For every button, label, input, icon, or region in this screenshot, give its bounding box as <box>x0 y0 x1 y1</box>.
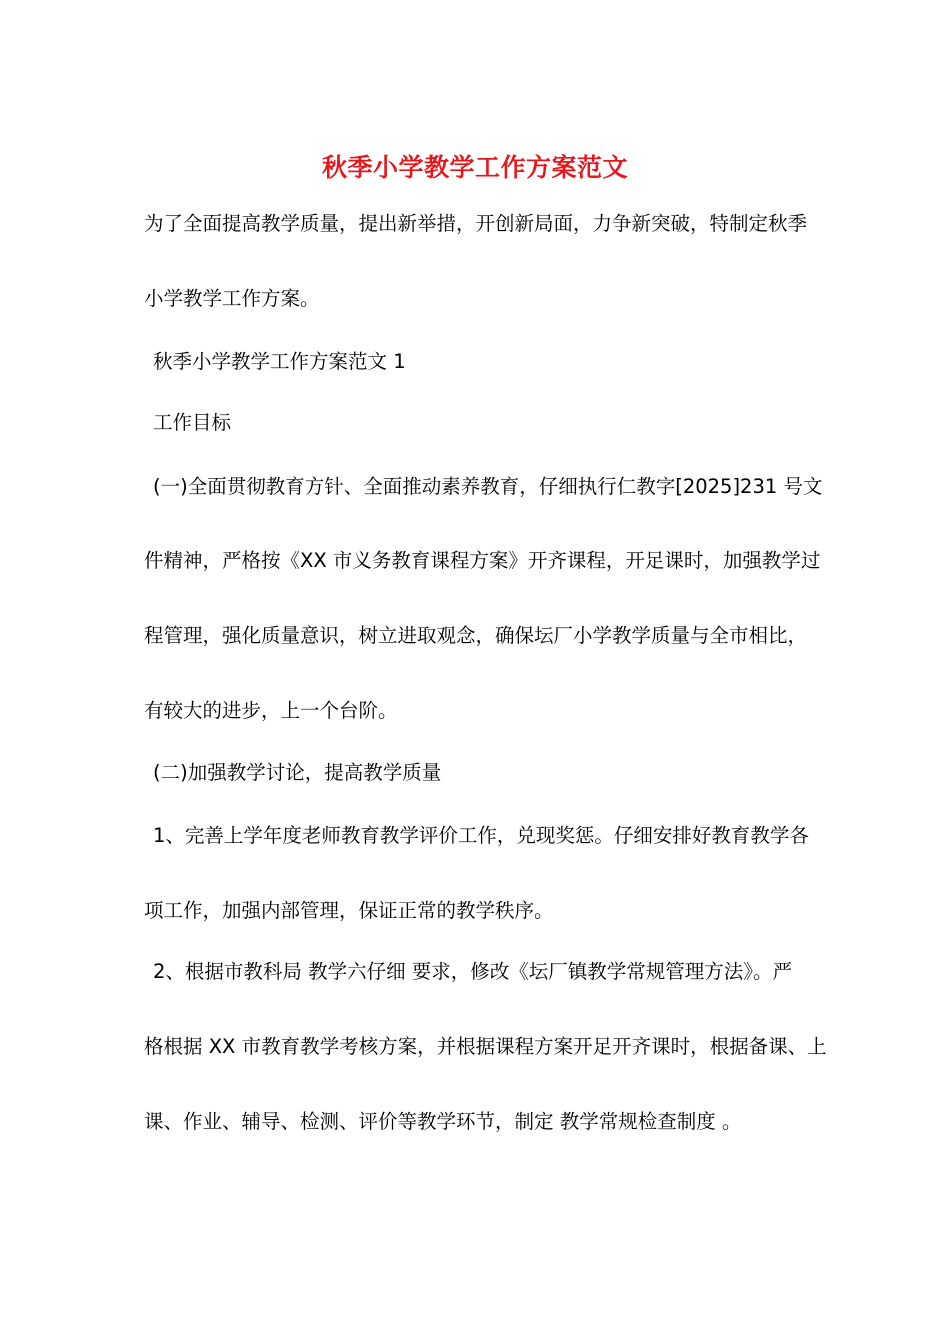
paragraph-2-heading: (二)加强教学讨论，提高教学质量 <box>153 761 442 784</box>
item-1-line-2: 项工作，加强内部管理，保证正常的教学秩序。 <box>144 899 554 922</box>
item-2-line-2: 格根据 XX 市教育教学考核方案，并根据课程方案开足开齐课时，根据备课、上 <box>144 1035 827 1058</box>
paragraph-1-line-3: 程管理，强化质量意识，树立进取观念，确保坛厂小学教学质量与全市相比， <box>144 624 808 647</box>
item-1-line-1: 1、完善上学年度老师教育教学评价工作，兑现奖惩。仔细安排好教育教学各 <box>153 824 809 847</box>
intro-line-2: 小学教学工作方案。 <box>144 287 320 310</box>
paragraph-1-line-4: 有较大的进步，上一个台阶。 <box>144 699 398 722</box>
paragraph-1-line-1: (一)全面贯彻教育方针、全面推动素养教育，仔细执行仁教字[2025]231 号文 <box>153 475 823 498</box>
subsection-heading-goals: 工作目标 <box>153 411 232 434</box>
item-2-line-1: 2、根据市教科局 教学六仔细 要求，修改《坛厂镇教学常规管理方法》。严 <box>153 960 793 983</box>
document-title: 秋季小学教学工作方案范文 <box>321 153 628 182</box>
intro-line-1: 为了全面提高教学质量，提出新举措，开创新局面，力争新突破，特制定秋季 <box>144 212 808 235</box>
item-2-line-3: 课、作业、辅导、检测、评价等教学环节，制定 教学常规检查制度 。 <box>144 1110 742 1133</box>
paragraph-1-line-2: 件精神，严格按《XX 市义务教育课程方案》开齐课程，开足课时，加强教学过 <box>144 549 821 572</box>
section-heading: 秋季小学教学工作方案范文 1 <box>153 350 406 373</box>
